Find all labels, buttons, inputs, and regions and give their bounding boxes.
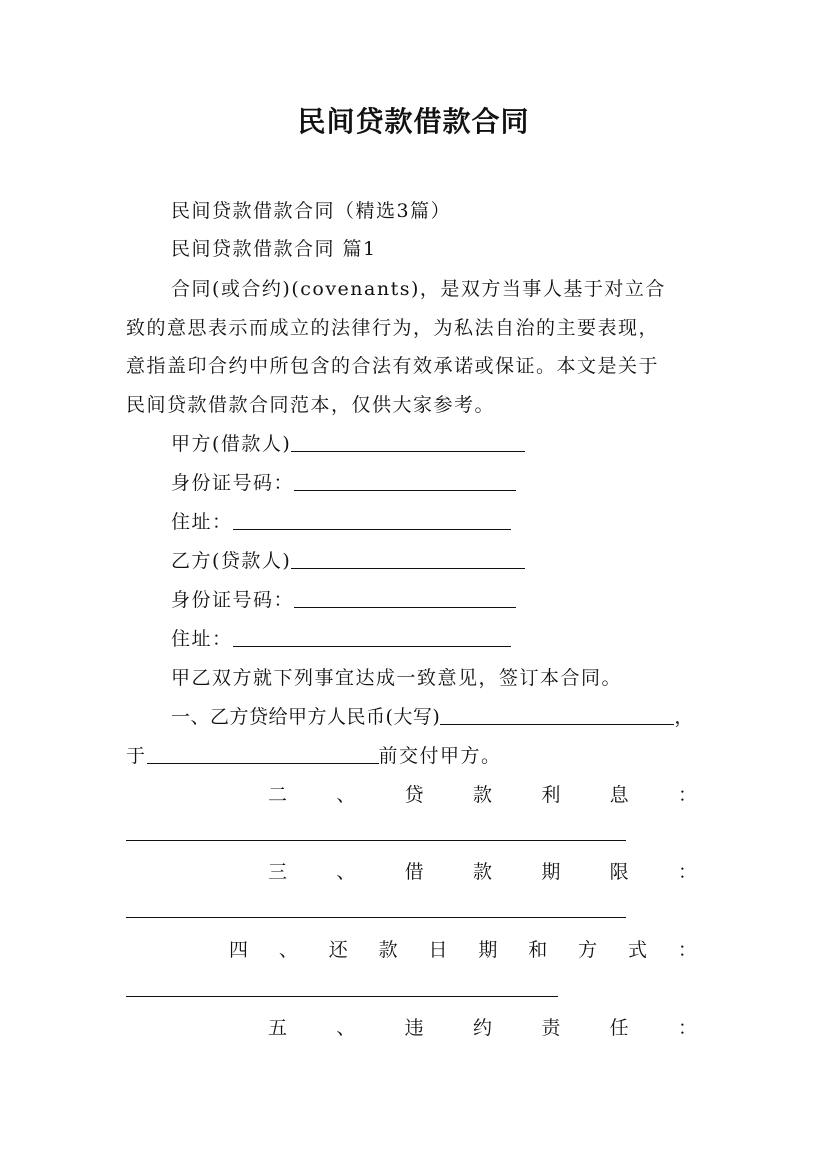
clause-2-char: ： xyxy=(677,784,697,806)
clause-2-char: 、 xyxy=(336,784,356,806)
clause-3-char: ： xyxy=(677,861,697,883)
party-a-id-blank[interactable] xyxy=(294,472,516,491)
clause-1-line2-prefix: 于 xyxy=(126,745,147,767)
clause-1-date-blank[interactable] xyxy=(147,745,379,764)
clause-5-char: 违 xyxy=(404,1017,424,1039)
clause-4-char: 和 xyxy=(528,939,548,961)
party-b-blank[interactable] xyxy=(291,550,525,569)
clause-4-char: 期 xyxy=(478,939,498,961)
clause-4-char: 款 xyxy=(378,939,398,961)
clause-3-char: 、 xyxy=(336,861,356,883)
document-title: 民间贷款借款合同 xyxy=(297,105,530,138)
clause-5-char: 任 xyxy=(609,1017,629,1039)
clause-3-char: 限 xyxy=(609,861,629,883)
clause-4-heading xyxy=(229,937,697,963)
party-a-blank[interactable] xyxy=(291,433,525,452)
clause-2-blank[interactable] xyxy=(126,840,626,841)
clause-5-char: 、 xyxy=(336,1017,356,1039)
party-b-id-row xyxy=(171,587,711,613)
subtitle: 民间贷款借款合同（精选3篇） xyxy=(171,200,452,222)
intro-line-4: 民间贷款借款合同范本，仅供大家参考。 xyxy=(126,394,496,416)
intro-line-2: 致的意思表示而成立的法律行为，为私法自治的主要表现， xyxy=(126,317,660,339)
clause-4-char: 四 xyxy=(229,939,249,961)
party-a-id-row xyxy=(171,470,711,496)
party-b-label: 乙方(贷款人) xyxy=(171,550,292,572)
party-b-row xyxy=(171,548,711,574)
clause-3-char: 期 xyxy=(541,861,561,883)
party-a-address-row xyxy=(171,509,711,535)
clause-2-heading xyxy=(268,782,697,808)
clause-1-amount-blank[interactable] xyxy=(440,706,674,725)
party-b-id-blank[interactable] xyxy=(294,589,516,608)
clause-1-prefix: 一、乙方贷给甲方人民币(大写) xyxy=(171,706,441,728)
party-a-address-blank[interactable] xyxy=(233,511,511,530)
party-a-row xyxy=(171,431,711,457)
party-a-address-label: 住址： xyxy=(171,511,233,533)
clause-1-row xyxy=(171,704,711,730)
clause-2-char: 贷 xyxy=(404,784,424,806)
clause-3-blank[interactable] xyxy=(126,917,626,918)
clause-3-char: 借 xyxy=(404,861,424,883)
party-b-address-label: 住址： xyxy=(171,628,233,650)
clause-5-char: 五 xyxy=(268,1017,288,1039)
party-b-id-label: 身份证号码： xyxy=(171,589,295,611)
clause-4-char: 、 xyxy=(278,939,298,961)
clause-2-char: 利 xyxy=(541,784,561,806)
section-heading: 民间贷款借款合同 篇1 xyxy=(171,238,377,260)
clause-1-row-2 xyxy=(126,743,706,769)
party-a-id-label: 身份证号码： xyxy=(171,472,295,494)
clause-4-char: 还 xyxy=(328,939,348,961)
clause-2-char: 款 xyxy=(472,784,492,806)
clause-5-char: ： xyxy=(677,1017,697,1039)
clause-4-char: 式 xyxy=(628,939,648,961)
party-b-address-blank[interactable] xyxy=(233,628,511,647)
clause-3-char: 款 xyxy=(472,861,492,883)
clause-3-heading xyxy=(268,859,697,885)
clause-2-char: 二 xyxy=(268,784,288,806)
clause-3-char: 三 xyxy=(268,861,288,883)
intro-line-3: 意指盖印合约中所包含的合法有效承诺或保证。本文是关于 xyxy=(126,355,660,377)
clause-5-heading xyxy=(268,1015,697,1041)
agreement-line: 甲乙双方就下列事宜达成一致意见，签订本合同。 xyxy=(171,667,623,689)
clause-5-char: 责 xyxy=(541,1017,561,1039)
party-a-label: 甲方(借款人) xyxy=(171,433,292,455)
intro-line-1: 合同(或合约)(covenants)，是双方当事人基于对立合 xyxy=(171,278,666,300)
clause-4-char: ： xyxy=(677,939,697,961)
clause-4-char: 方 xyxy=(578,939,598,961)
party-b-address-row xyxy=(171,626,711,652)
clause-4-char: 日 xyxy=(428,939,448,961)
clause-2-char: 息 xyxy=(609,784,629,806)
clause-1-line2-suffix: 前交付甲方。 xyxy=(378,745,502,767)
clause-1-suffix: ， xyxy=(674,706,694,728)
clause-4-blank[interactable] xyxy=(126,996,558,997)
clause-5-char: 约 xyxy=(472,1017,492,1039)
